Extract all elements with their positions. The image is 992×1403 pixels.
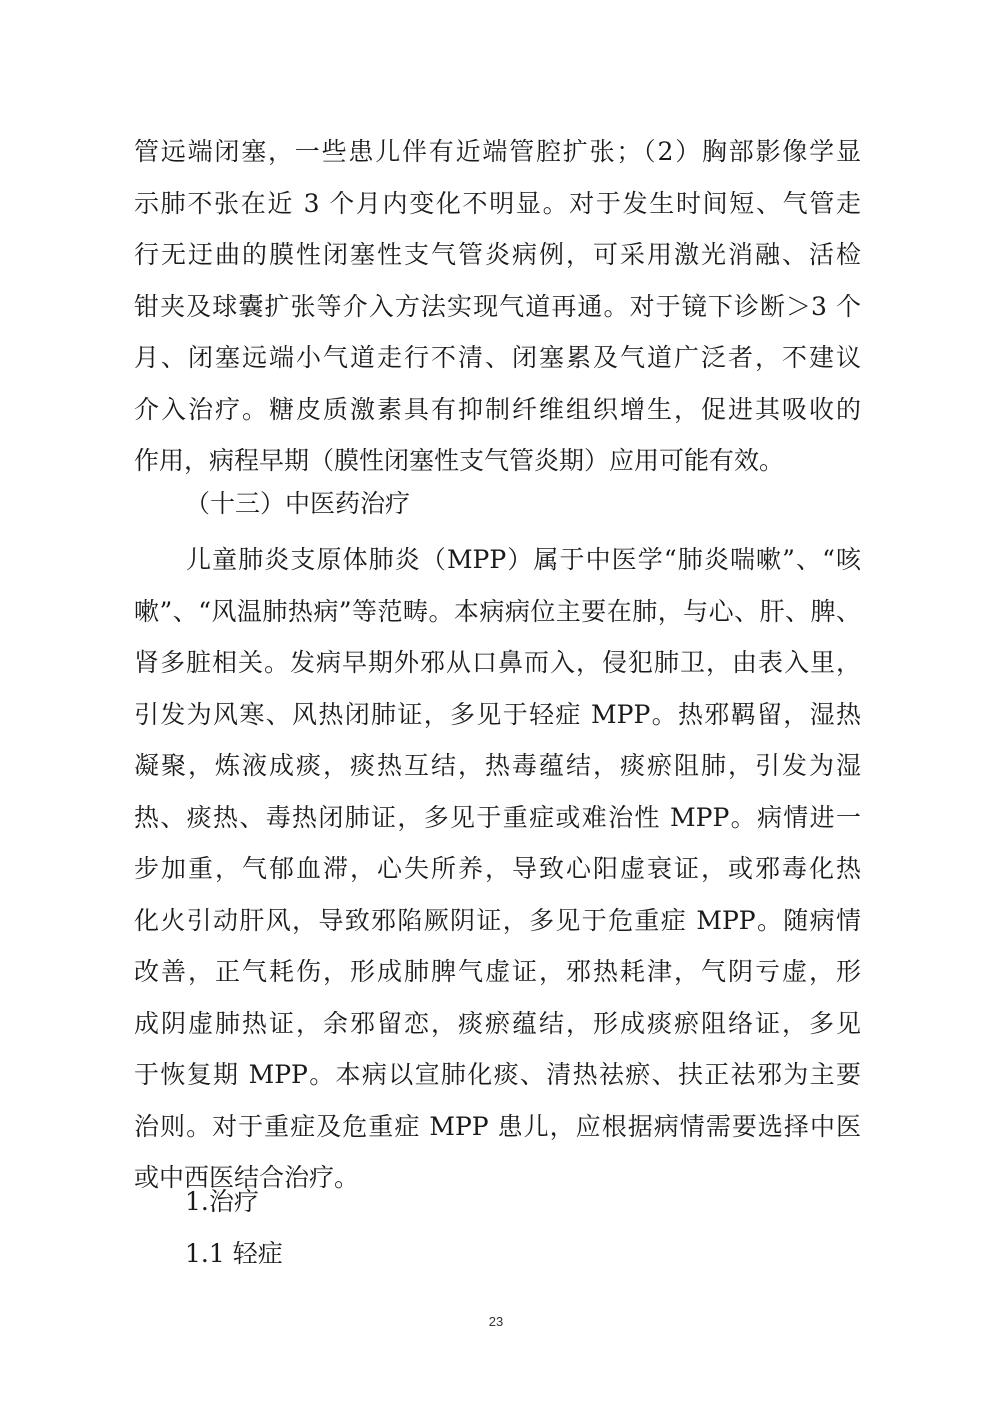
section-heading-tcm-treatment: （十三）中医药治疗: [185, 489, 411, 518]
paragraph-line: 管远端闭塞，一些患儿伴有近端管腔扩张；（2）胸部影像学显: [134, 137, 861, 166]
subheading-mild-case: 1.1 轻症: [185, 1239, 283, 1268]
paragraph-line: 化火引动肝风，导致邪陷厥阴证，多见于危重症 MPP。随病情: [134, 905, 861, 935]
paragraph-line: 示肺不张在近 3 个月内变化不明显。对于发生时间短、气管走: [134, 188, 861, 218]
paragraph-line: 改善，正气耗伤，形成肺脾气虚证，邪热耗津，气阴亏虚，形: [134, 957, 861, 986]
paragraph-line: 月、闭塞远端小气道走行不清、闭塞累及气道广泛者，不建议: [134, 343, 861, 372]
paragraph-line: 或中西医结合治疗。: [134, 1163, 360, 1192]
paragraph-line: 凝聚，炼液成痰，痰热互结，热毒蕴结，痰瘀阻肺，引发为湿: [134, 751, 861, 780]
paragraph-bronchiolitis-treatment: [134, 126, 861, 487]
paragraph-line: 行无迂曲的膜性闭塞性支气管炎病例，可采用激光消融、活检: [134, 240, 861, 269]
paragraph-line: 作用，病程早期（膜性闭塞性支气管炎期）应用可能有效。: [134, 446, 785, 475]
paragraph-line: 成阴虚肺热证，余邪留恋，痰瘀蕴结，形成痰瘀阻络证，多见: [134, 1008, 861, 1038]
paragraph-tcm-overview: [134, 534, 861, 1204]
paragraph-line: 步加重，气郁血滞，心失所养，导致心阳虚衰证，或邪毒化热: [134, 854, 861, 883]
paragraph-line: 治则。对于重症及危重症 MPP 患儿，应根据病情需要选择中医: [134, 1111, 861, 1141]
page-number: 23: [488, 1314, 504, 1329]
paragraph-line: 儿童肺炎支原体肺炎（MPP）属于中医学“肺炎喘嗽”、“咳: [186, 545, 861, 574]
paragraph-line: 介入治疗。糖皮质激素具有抑制纤维组织增生，促进其吸收的: [134, 394, 861, 424]
paragraph-line: 肾多脏相关。发病早期外邪从口鼻而入，侵犯肺卫，由表入里，: [134, 648, 861, 677]
paragraph-line: 嗽”、“风温肺热病”等范畴。本病病位主要在肺，与心、肝、脾、: [134, 596, 861, 626]
paragraph-line: 引发为风寒、风热闭肺证，多见于轻症 MPP。热邪羁留，湿热: [134, 699, 861, 729]
paragraph-line: 热、痰热、毒热闭肺证，多见于重症或难治性 MPP。病情进一: [134, 802, 861, 832]
paragraph-line: 于恢复期 MPP。本病以宣肺化痰、清热祛瘀、扶正祛邪为主要: [134, 1060, 861, 1089]
paragraph-line: 钳夹及球囊扩张等介入方法实现气道再通。对于镜下诊断＞3 个: [134, 291, 861, 321]
subheading-treatment: 1.治疗: [185, 1187, 259, 1216]
